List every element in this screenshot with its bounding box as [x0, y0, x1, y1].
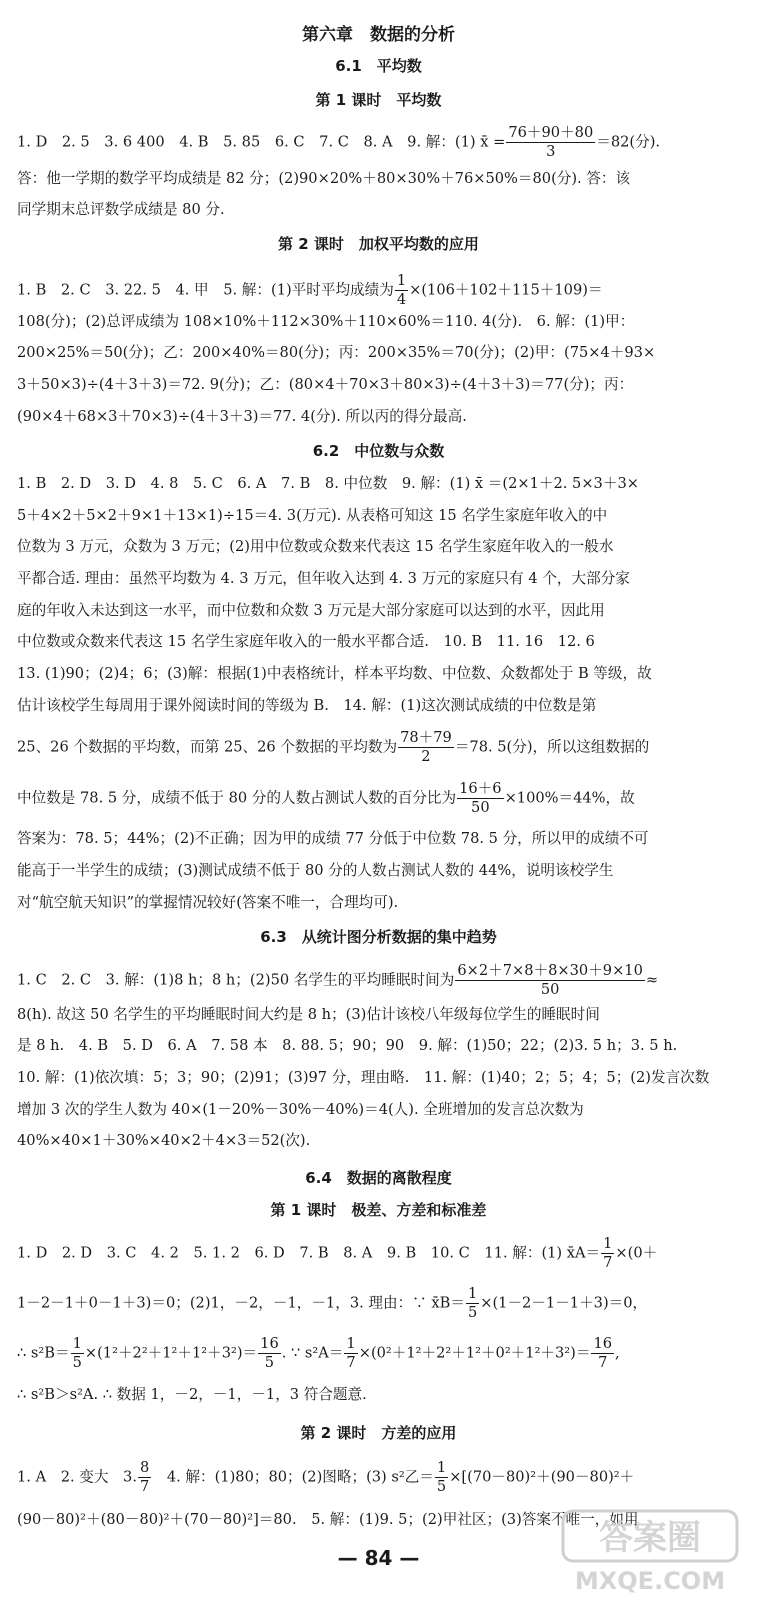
answer-line: 5＋4×2＋5×2＋9×1＋13×1)÷15＝4. 3(万元). 从表格可知这 15 名学生家庭年收入的中: [17, 507, 608, 524]
fraction: $\frac{1}{5}$: [467, 1285, 478, 1321]
answer-line: 1－2－1＋0－1＋3)＝0；(2)1，－2，－1，－1，3. 理由：∵ x̄B＝ $\frac{1}{5}$ ×(1－2－1－1＋3)＝0，: [17, 1285, 648, 1321]
fraction: $\frac{1}{7}$: [346, 1335, 356, 1371]
answer-line: 位数为 3 万元，众数为 3 万元；(2)用中位数或众数来代表这 15 名学生家庭年收入的一般水: [17, 538, 614, 555]
answer-line: 108(分)；(2)总评成绩为 108×10%＋112×30%＋110×60%＝110. 4(分). 6. 解：(1)甲：: [17, 313, 635, 330]
answer-line: 估计该校学生每周用于课外阅读时间的等级为 B. 14. 解：(1)这次测试成绩的中位数是第: [17, 697, 597, 714]
answer-line: ∴ s²B＞s²A. ∴ 数据 1，－2，－1，－1，3 符合题意.: [17, 1386, 367, 1403]
answer-line: 40%×40×1＋30%×40×2＋4×3＝52(次).: [17, 1132, 311, 1149]
lesson-1-title-6-4: 第 1 课时 极差、方差和标准差: [270, 1201, 487, 1219]
section-6-4-title: 6.4 数据的离散程度: [305, 1169, 452, 1187]
section-6-1-title: 6.1 平均数: [335, 57, 422, 75]
answer-line: 1. B 2. D 3. D 4. 8 5. C 6. A 7. B 8. 中位数 9. 解：(1) x̄ ＝(2×1＋2. 5×3＋3×: [17, 475, 639, 492]
answer-line: (90×4＋68×3＋70×3)÷(4＋3＋3)＝77. 4(分). 所以丙的得分最高.: [17, 408, 467, 425]
answer-line: ∴ s²B＝ $\frac{1}{5}$ ×(1²＋2²＋1²＋1²＋3²)＝ $\frac{16}{5}$ . ∵ s²A＝ $\frac{1}{7}$ ×(0²＋1²＋2²＋1²＋0²＋1²＋3²)＝ $\frac{16}{7}$ ,: [17, 1335, 620, 1371]
answer-line: 平都合适. 理由：虽然平均数为 4. 3 万元，但年收入达到 4. 3 万元的家庭只有 4 个，大部分家: [17, 570, 630, 587]
answer-line: 中位数是 78. 5 分，成绩不低于 80 分的人数占测试人数的百分比为 $\frac{16+6}{50}$ ×100%＝44%，故: [17, 780, 635, 816]
answer-line: 25、26 个数据的平均数，而第 25、26 个数据的平均数为 $\frac{78+79}{2}$ ＝78. 5(分)，所以这组数据的: [17, 729, 650, 765]
fraction: $\frac{1}{7}$: [603, 1235, 613, 1271]
answer-line: 能高于一半学生的成绩；(3)测试成绩不低于 80 分的人数占测试人数的 44%，说明该校学生: [17, 862, 614, 879]
answer-line: 8(h). 故这 50 名学生的平均睡眠时间大约是 8 h；(3)估计该校八年级每位学生的睡眠时间: [17, 1006, 600, 1023]
fraction: $\frac{8}{7}$: [139, 1459, 150, 1495]
answer-line: 1. A 2. 变大 3. $\frac{8}{7}$ 4. 解：(1)80；80；(2)图略；(3) s²乙＝ $\frac{1}{5}$ ×[(70－80)²＋(90－80)²＋: [17, 1459, 635, 1495]
answer-line: 1. D 2. D 3. C 4. 2 5. 1. 2 6. D 7. B 8. A 9. B 10. C 11. 解：(1) x̄A＝ $\frac{1}{7}$ ×(0＋: [17, 1235, 658, 1271]
answer-line: (90－80)²＋(80－80)²＋(70－80)²]＝80. 5. 解：(1)9. 5；(2)甲社区；(3)答案不唯一，如用: [17, 1511, 639, 1528]
fraction: $\frac{16+6}{50}$: [459, 780, 502, 816]
fraction: $\frac{6\times 2+7\times 8+8\times 30+9\times 10}{50}$: [457, 962, 643, 998]
fraction: $\frac{78+79}{2}$: [400, 729, 452, 765]
answer-line: 10. 解：(1)依次填：5；3；90；(2)91；(3)97 分，理由略. 11. 解：(1)40；2；5；4；5；(2)发言次数: [17, 1069, 710, 1086]
fraction: $\frac{16}{7}$: [593, 1335, 613, 1371]
svg-text:MXQE.COM: MXQE.COM: [574, 1567, 726, 1595]
answer-line: 对“航空航天知识”的掌握情况较好(答案不唯一，合理均可).: [17, 894, 399, 911]
fraction: $\frac{1}{5}$: [72, 1335, 82, 1371]
answer-line: 同学期末总评数学成绩是 80 分.: [17, 201, 225, 218]
lesson-2-title-6-4: 第 2 课时 方差的应用: [300, 1424, 457, 1442]
section-6-2-title: 6.2 中位数与众数: [312, 442, 445, 460]
chapter-title: 第六章 数据的分析: [302, 25, 455, 45]
answer-line: 中位数或众数来代表这 15 名学生家庭年收入的一般水平都合适. 10. B 11. 16 12. 6: [17, 633, 595, 650]
answer-line: 答：他一学期的数学平均成绩是 82 分；(2)90×20%＋80×30%＋76×50%＝80(分). 答：该: [17, 170, 631, 187]
lesson-1-title: 第 1 课时 平均数: [315, 91, 442, 109]
page-number: — 84 —: [337, 1546, 420, 1570]
section-6-3-title: 6.3 从统计图分析数据的集中趋势: [260, 928, 497, 946]
svg-text:答案圈: 答案圈: [599, 1518, 701, 1558]
answer-line: 增加 3 次的学生人数为 40×(1－20%－30%－40%)＝4(人). 全班增加的发言总次数为: [17, 1101, 584, 1118]
answer-line: 1. D 2. 5 3. 6 400 4. B 5. 85 6. C 7. C 8. A 9. 解：(1) x̄ = $\frac{76+90+80}{3}$ ＝82(分).: [17, 124, 661, 160]
fraction: $\frac{1}{5}$: [436, 1459, 447, 1495]
answer-line: 13. (1)90；(2)4；6；(3)解：根据(1)中表格统计，样本平均数、中位数、众数都处于 B 等级，故: [17, 665, 652, 682]
fraction: $\frac{76+90+80}{3}$: [508, 124, 594, 160]
answer-line: 3＋50×3)÷(4＋3＋3)＝72. 9(分)；乙：(80×4＋70×3＋80×3)÷(4＋3＋3)＝77(分)；丙：: [17, 376, 634, 393]
answer-line: 庭的年收入未达到这一水平，而中位数和众数 3 万元是大部分家庭可以达到的水平，因此用: [17, 602, 605, 619]
answer-line: 200×25%＝50(分)；乙：200×40%＝80(分)；丙：200×35%＝70(分)；(2)甲：(75×4＋93×: [17, 344, 656, 361]
watermark-logo: [555, 1505, 745, 1595]
answer-line: 1. B 2. C 3. 22. 5 4. 甲 5. 解：(1)平时平均成绩为 $\frac{1}{4}$ ×(106＋102＋115＋109)＝: [17, 272, 603, 308]
fraction: $\frac{1}{4}$: [396, 272, 407, 308]
answer-line: 1. C 2. C 3. 解：(1)8 h；8 h；(2)50 名学生的平均睡眠时间为 $\frac{6\times 2+7\times 8+8\times 30+9\times 10}{50}$ ≈: [17, 962, 659, 998]
answer-line: 是 8 h. 4. B 5. D 6. A 7. 58 本 8. 88. 5；90；90 9. 解：(1)50；22；(2)3. 5 h；3. 5 h.: [17, 1037, 678, 1054]
fraction: $\frac{16}{5}$: [260, 1335, 279, 1371]
lesson-2-title: 第 2 课时 加权平均数的应用: [278, 235, 479, 253]
answer-line: 答案为：78. 5；44%；(2)不正确；因为甲的成绩 77 分低于中位数 78. 5 分，所以甲的成绩不可: [17, 830, 649, 847]
